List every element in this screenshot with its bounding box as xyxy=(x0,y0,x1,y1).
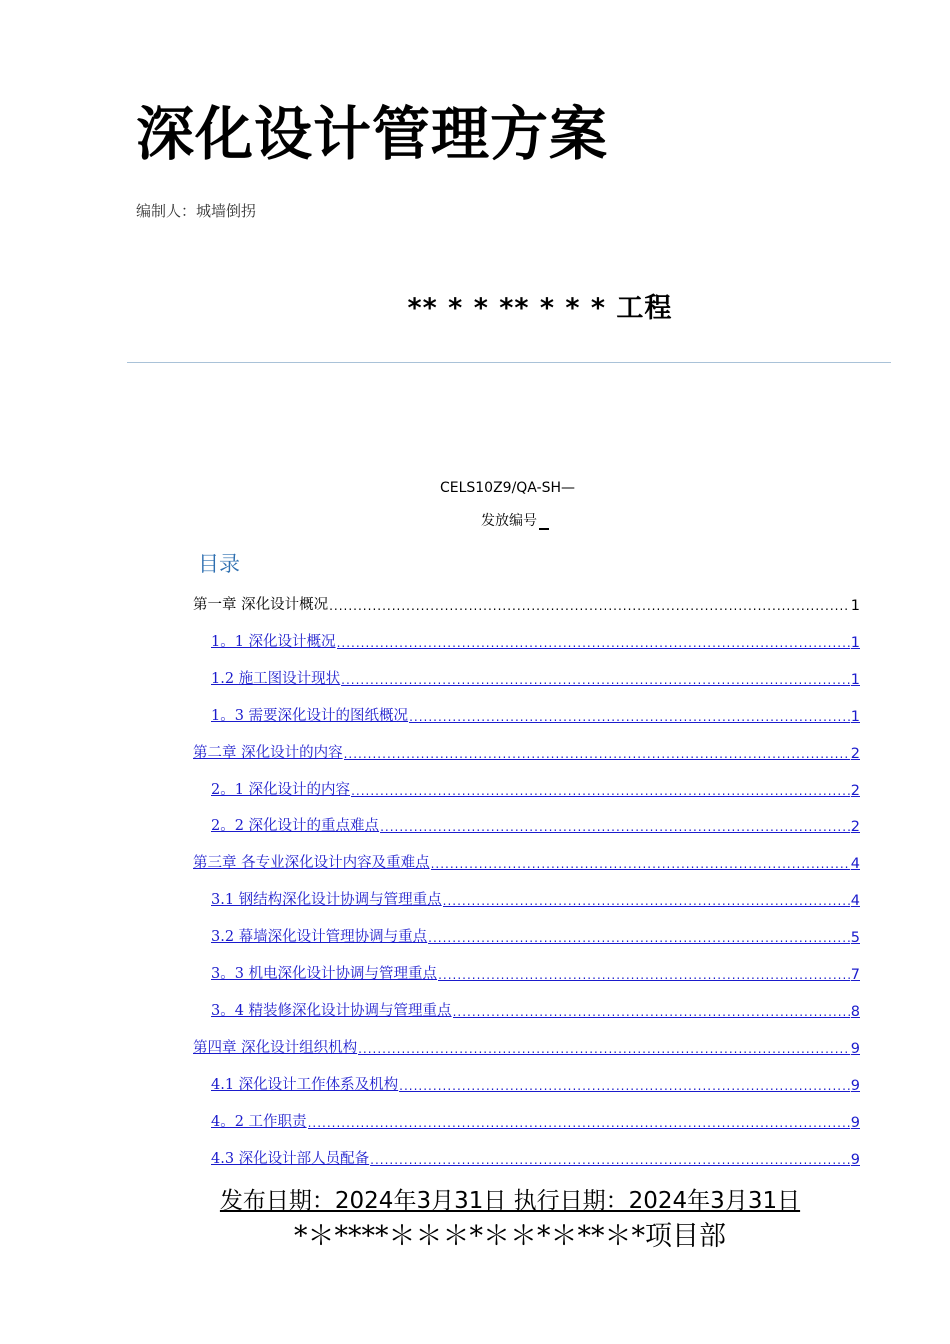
toc-entry[interactable] xyxy=(211,811,860,835)
toc-entry-title: 第一章 深化设计概况 xyxy=(193,597,329,613)
toc-entry[interactable] xyxy=(211,1144,860,1168)
toc-entry[interactable] xyxy=(211,922,860,946)
toc-entry-title: 4。2 工作职责 xyxy=(211,1113,307,1130)
issue-number xyxy=(0,510,950,530)
toc-entry[interactable] xyxy=(211,627,860,651)
toc-entry[interactable] xyxy=(211,1070,860,1094)
toc-entry-page: 9 xyxy=(850,1077,860,1094)
toc-entry-page: 4 xyxy=(850,856,860,873)
toc-entry-page: 1 xyxy=(850,634,860,651)
toc-entry-title: 2。2 深化设计的重点难点 xyxy=(211,818,380,835)
toc-entry[interactable] xyxy=(193,738,860,762)
publish-dates-text: 发布日期：2024年3月31日 执行日期：2024年3月31日 xyxy=(219,1188,801,1214)
toc-heading: 目录 xyxy=(198,552,240,576)
toc-entry[interactable] xyxy=(211,959,860,983)
editor-line: 编制人：城墙倒拐 xyxy=(136,202,257,220)
toc-entry-title: 1.2 施工图设计现状 xyxy=(211,670,341,687)
toc-leader-dots xyxy=(358,1041,850,1057)
toc-entry[interactable] xyxy=(193,1033,860,1057)
toc-entry-page: 4 xyxy=(850,893,860,910)
toc-entry-page: 9 xyxy=(850,1040,860,1057)
toc-entry-page: 7 xyxy=(850,967,860,983)
document-number: CELS10Z9/QA-SH— xyxy=(439,480,576,496)
toc-entry-title: 4.3 深化设计部人员配备 xyxy=(211,1150,370,1167)
project-department: *＊****＊＊＊*＊＊*＊**＊*项目部 xyxy=(294,1221,726,1252)
toc-entry-title: 3.2 幕墙深化设计管理协调与重点 xyxy=(211,929,428,946)
toc-entry-page: 9 xyxy=(850,1114,860,1131)
toc-entry-page: 8 xyxy=(850,1003,860,1020)
toc-entry-title: 第二章 深化设计的内容 xyxy=(193,744,343,761)
toc-leader-dots xyxy=(308,1115,850,1131)
toc-leader-dots xyxy=(380,819,850,835)
toc-entry-title: 2。1 深化设计的内容 xyxy=(211,781,351,798)
toc-leader-dots xyxy=(399,1078,850,1094)
toc-entry[interactable] xyxy=(211,775,860,799)
publish-dates xyxy=(0,1182,950,1215)
toc-leader-dots xyxy=(341,672,850,688)
toc-entry-page: 2 xyxy=(850,782,860,799)
toc-entry[interactable] xyxy=(211,701,860,725)
toc-leader-dots xyxy=(409,709,850,725)
toc-entry xyxy=(193,590,860,614)
toc-entry[interactable] xyxy=(211,885,860,909)
toc-entry-page: 1 xyxy=(850,671,860,688)
toc-entry-page: 9 xyxy=(850,1151,860,1168)
toc-leader-dots xyxy=(443,893,850,909)
toc-entry-title: 3.1 钢结构深化设计协调与管理重点 xyxy=(211,892,442,909)
toc-leader-dots xyxy=(329,598,850,614)
toc-leader-dots xyxy=(351,783,850,799)
issue-number-label: 发放编号 xyxy=(481,513,537,529)
toc-leader-dots xyxy=(337,635,850,651)
toc-leader-dots xyxy=(370,1152,850,1168)
toc-entry[interactable] xyxy=(211,996,860,1020)
toc-entry[interactable] xyxy=(211,1107,860,1131)
toc-entry-title: 4.1 深化设计工作体系及机构 xyxy=(211,1076,399,1093)
toc-entry-title: 第四章 深化设计组织机构 xyxy=(193,1039,358,1056)
toc-entry[interactable] xyxy=(211,664,860,688)
divider-line xyxy=(127,362,891,363)
toc-entry[interactable] xyxy=(193,848,860,872)
toc-entry-title: 3。3 机电深化设计协调与管理重点 xyxy=(211,966,438,982)
project-name: ** * * ** * * * 工程 xyxy=(407,293,673,324)
issue-number-blank xyxy=(539,514,549,530)
toc-leader-dots xyxy=(431,856,850,872)
toc-entry-title: 1。3 需要深化设计的图纸概况 xyxy=(211,707,409,724)
toc-entry-title: 第三章 各专业深化设计内容及重难点 xyxy=(193,855,430,872)
toc-entry-page: 5 xyxy=(850,930,860,947)
document-title: 深化设计管理方案 xyxy=(136,100,609,168)
toc-entry-title: 1。1 深化设计概况 xyxy=(211,633,336,650)
toc-leader-dots xyxy=(453,1004,850,1020)
toc-entry-title: 3。4 精装修深化设计协调与管理重点 xyxy=(211,1002,452,1019)
toc-leader-dots xyxy=(438,967,850,983)
toc-entry-page: 1 xyxy=(850,598,860,614)
toc-entry-page: 2 xyxy=(850,745,860,762)
toc-entry-page: 2 xyxy=(850,819,860,836)
toc-leader-dots xyxy=(428,930,850,946)
toc-leader-dots xyxy=(344,746,850,762)
toc-entry-page: 1 xyxy=(850,708,860,725)
